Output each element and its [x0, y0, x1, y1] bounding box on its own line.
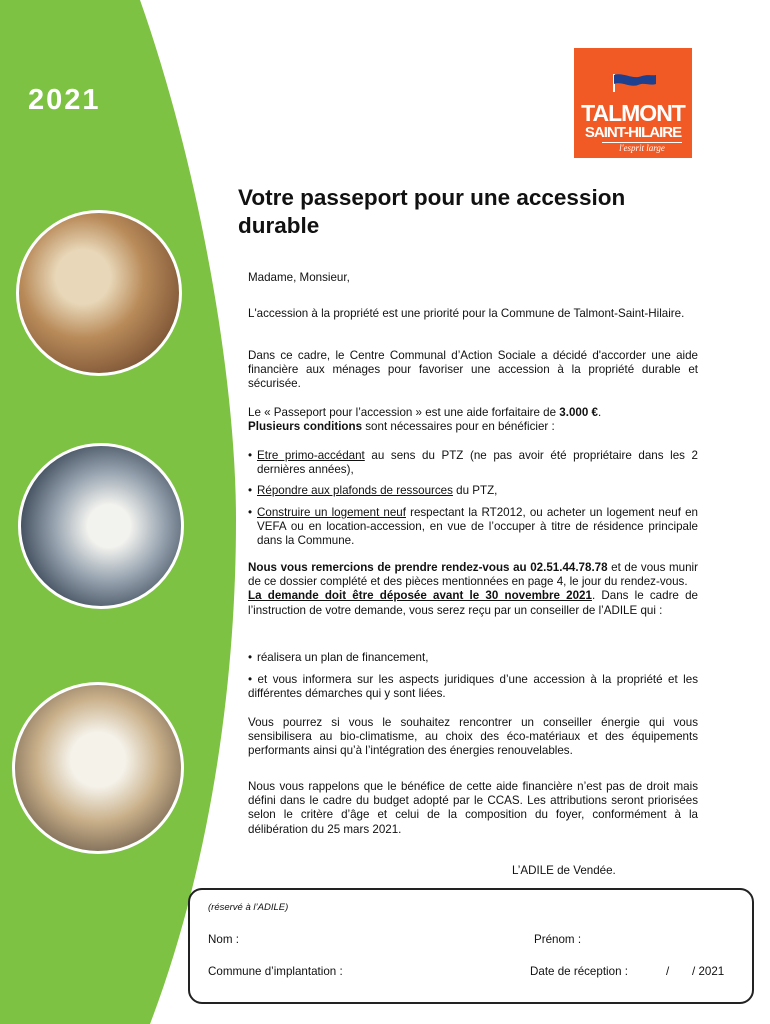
date-field-label: Date de réception : [530, 965, 628, 978]
condition-1-text: au sens du PTZ (ne pas avoir été propriétaire dans les 2 dernières années), [257, 449, 699, 477]
bullet-icon: • [248, 449, 253, 462]
salutation: Madame, Monsieur, [248, 271, 350, 284]
aid-text: Le « Passeport pour l’accession » est une aide forfaitaire de [248, 406, 560, 419]
condition-item [248, 484, 698, 498]
couple-photo [16, 210, 182, 376]
logo-line2: SAINT-HILAIRE [584, 124, 682, 141]
logo-line1: TALMONT [581, 100, 685, 126]
paragraph-aid [248, 406, 698, 434]
paragraph-energy: Vous pourrez si vous le souhaitez rencontrer un conseiller énergie qui vous sensibilisera au bio-climatisme, au choix des éco-matériaux et des équipements performants ainsi qu’à l’intégration des énergies renouvelables. [248, 716, 698, 758]
condition-3-underlined: Construire un logement neuf [257, 506, 406, 519]
prenom-field-label: Prénom : [534, 933, 582, 946]
talmont-logo [574, 48, 692, 158]
paragraph-reminder: Nous vous rappelons que le bénéfice de cette aide financière n’est pas de droit mais défini dans le cadre du budget adopté par le CCAS. Les attributions seront priorisées selon le critère d’âge et celui de la composition du foyer, conformément à la délibération du 25 mars 2021. [248, 780, 698, 836]
paragraph-intro: L'accession à la propriété est une priorité pour la Commune de Talmont-Saint-Hilaire. [248, 307, 685, 320]
commune-field-label: Commune d’implantation : [208, 965, 343, 978]
nom-field-label: Nom : [208, 933, 239, 946]
condition-item [248, 449, 698, 477]
conditions-bold: Plusieurs conditions [248, 420, 363, 434]
bullet-icon: • [248, 506, 253, 519]
aid-amount: 3.000 € [559, 406, 598, 419]
deadline-text: . Dans le cadre de l’instruction de votre demande, vous serez reçu par un conseiller de l’ADILE qui : [248, 589, 698, 617]
signature: L’ADILE de Vendée. [512, 864, 616, 877]
paperwork-photo [18, 443, 184, 609]
page-title: Votre passeport pour une accession durable [238, 185, 626, 238]
bullet-icon: • [248, 651, 253, 664]
paragraph-context: Dans ce cadre, le Centre Communal d’Action Sociale a décidé d'accorder une aide financière aux ménages pour favoriser une accession à la propriété durable et sécurisée. [248, 349, 698, 391]
condition-1-underlined: Etre primo-accédant [257, 449, 365, 462]
condition-item [248, 506, 698, 549]
deadline-bold: La demande doit être déposée avant le 30 novembre 2021 [248, 589, 592, 603]
construction-visit-photo [12, 682, 184, 854]
bullet-icon: • [248, 484, 253, 497]
bullet-icon: • [248, 673, 258, 686]
year-label: 2021 [28, 84, 101, 116]
condition-2-underlined: Répondre aux plafonds de ressources [257, 484, 453, 497]
aid-period: . [597, 406, 602, 419]
condition-2-text: du PTZ, [452, 484, 498, 497]
appointment-bold: Nous vous remercions de prendre rendez-vous au 02.51.44.78.78 [248, 561, 608, 574]
adile-item-2: et vous informera sur les aspects juridiques d’une accession à la propriété et les différentes démarches qui y sont liées. [248, 673, 699, 701]
adile-item [248, 673, 698, 701]
logo-tagline: l'esprit large [602, 142, 682, 153]
reserved-label: (réservé à l’ADILE) [208, 902, 289, 913]
adile-item [248, 651, 698, 665]
condition-3-text: respectant la RT2012, ou acheter un logement neuf en VEFA ou en location-accession, en vue de l’occuper à titre de résidence principale dans la Commune. [257, 506, 698, 548]
conditions-text: sont nécessaires pour en bénéficier : [362, 420, 555, 434]
appointment-text: et de vous munir de ce dossier complété et des pièces mentionnées en page 4, le jour du rendez-vous. [248, 561, 698, 589]
date-year: / 2021 [692, 965, 725, 978]
paragraph-appointment [248, 561, 698, 618]
adile-item-1: réalisera un plan de financement, [257, 651, 429, 664]
date-separator: / [666, 965, 670, 978]
adile-reserved-box [188, 888, 754, 1004]
flag-icon [612, 72, 658, 92]
